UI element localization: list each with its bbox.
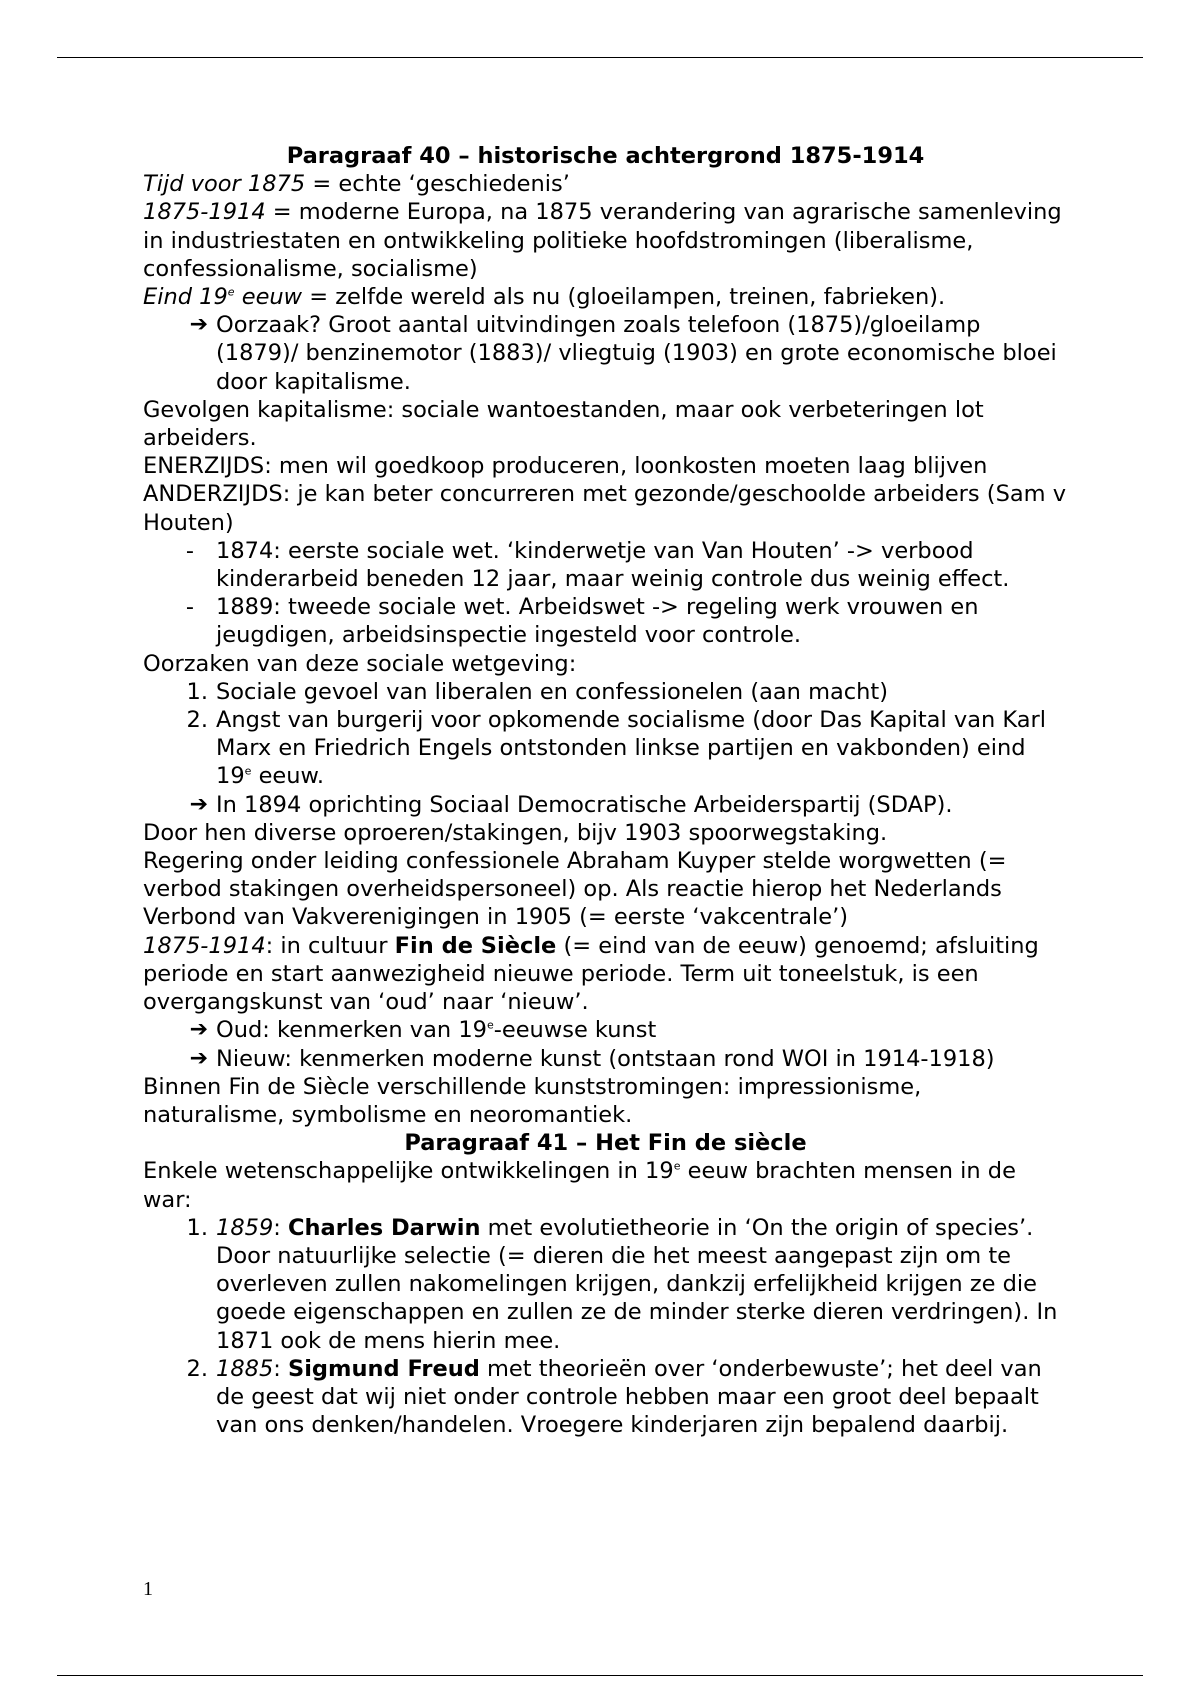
arrow-icon: ➔ (189, 1045, 208, 1071)
arrow-icon: ➔ (189, 1017, 208, 1043)
numbered-list-item: 1. Sociale gevoel van liberalen en confessionelen (aan macht) (143, 678, 1068, 706)
arrow-icon: ➔ (189, 791, 208, 817)
arrow-list-item: ➔ In 1894 oprichting Sociaal Democratische Arbeiderspartij (SDAP). (143, 791, 1068, 819)
paragraph: Binnen Fin de Siècle verschillende kunststromingen: impressionisme, naturalisme, symbolisme en neoromantiek. (143, 1073, 922, 1128)
paragraph: Regering onder leiding confessionele Abraham Kuyper stelde worgwetten (= verbod stakingen overheidspersoneel) op. Als reactie hierop het Nederlands Verbond van Vakverenigingen in 1905 (= eerste ‘vakcentrale’) (143, 848, 1007, 931)
list-number: 1. (186, 678, 208, 705)
numbered-list-item: 1. 1859: Charles Darwin met evolutietheorie in ‘On the origin of species’. Door natuurlijke selectie (= dieren die het meest aangepast zijn om te overleven zullen nakomelingen krijgen, dankzij erfelijkheid krijgen ze die goede eigenschappen en zullen ze de minder sterke dieren verdringen). In 1871 ook de mens hierin mee. (143, 1214, 1068, 1355)
numbered-list-item: 2. 1885: Sigmund Freud met theorieën over ‘onderbewuste’; het deel van de geest dat wij niet onder controle hebben maar een groot deel bepaalt van ons denken/handelen. Vroegere kinderjaren zijn bepalend daarbij. (143, 1355, 1068, 1440)
dash-bullet: - (185, 537, 194, 564)
paragraph: ANDERZIJDS: je kan beter concurreren met gezonde/geschoolde arbeiders (Sam v Houten) (143, 481, 1067, 536)
arrow-icon: ➔ (189, 312, 208, 338)
dash-bullet: - (185, 594, 194, 621)
paragraph: Gevolgen kapitalisme: sociale wantoestanden, maar ook verbeteringen lot arbeiders. (143, 396, 984, 452)
paragraph: Enkele wetenschappelijke ontwikkelingen in 19e eeuw brachten mensen in de war: (143, 1158, 1016, 1213)
section-heading-41: Paragraaf 41 – Het Fin de siècle (404, 1130, 807, 1157)
section-heading-40: Paragraaf 40 – historische achtergrond 1875-1914 (286, 143, 925, 169)
arrow-list-item: ➔ Oud: kenmerken van 19e-eeuwse kunst (143, 1016, 1068, 1044)
list-number: 2. (186, 707, 208, 734)
paragraph: Tijd voor 1875 = echte ‘geschiedenis’ (143, 171, 570, 198)
arrow-list-item: ➔ Nieuw: kenmerken moderne kunst (ontstaan rond WOI in 1914-1918) (143, 1045, 1068, 1073)
dash-list-item: - 1874: eerste sociale wet. ‘kinderwetje van Van Houten’ -> verbood kinderarbeid beneden 12 jaar, maar weinig controle dus weinig effect. (143, 537, 1068, 593)
list-number: 2. (186, 1355, 208, 1382)
paragraph: ENERZIJDS: men wil goedkoop produceren, loonkosten moeten laag blijven (143, 453, 988, 480)
page-number: 1 (143, 1578, 153, 1600)
paragraph: Door hen diverse oproeren/stakingen, bijv 1903 spoorwegstaking. (143, 819, 888, 846)
footer-rule (57, 1675, 1143, 1676)
document-body (143, 142, 1068, 1439)
arrow-list-item: ➔ Oorzaak? Groot aantal uitvindingen zoals telefoon (1875)/gloeilamp (1879)/ benzinemotor (1883)/ vliegtuig (1903) en grote economische bloei door kapitalisme. (143, 311, 1068, 396)
paragraph: Oorzaken van deze sociale wetgeving: (143, 650, 577, 677)
header-rule (57, 57, 1143, 58)
numbered-list-item: 2. Angst van burgerij voor opkomende socialisme (door Das Kapital van Karl Marx en Friedrich Engels ontstonden linkse partijen en vakbonden) eind 19e eeuw. (143, 706, 1068, 791)
paragraph: Eind 19e eeuw = zelfde wereld als nu (gloeilampen, treinen, fabrieken). (143, 284, 946, 311)
list-number: 1. (186, 1214, 208, 1241)
paragraph: 1875-1914: in cultuur Fin de Siècle (= eind van de eeuw) genoemd; afsluiting periode en start aanwezigheid nieuwe periode. Term uit toneelstuk, is een overgangskunst van ‘oud’ naar ‘nieuw’. (143, 932, 1039, 1016)
dash-list-item: - 1889: tweede sociale wet. Arbeidswet -> regeling werk vrouwen en jeugdigen, arbeidsinspectie ingesteld voor controle. (143, 593, 1068, 649)
paragraph: 1875-1914 = moderne Europa, na 1875 verandering van agrarische samenleving in industriestaten en ontwikkeling politieke hoofdstromingen (liberalisme, confessionalisme, socialisme) (143, 199, 1062, 282)
